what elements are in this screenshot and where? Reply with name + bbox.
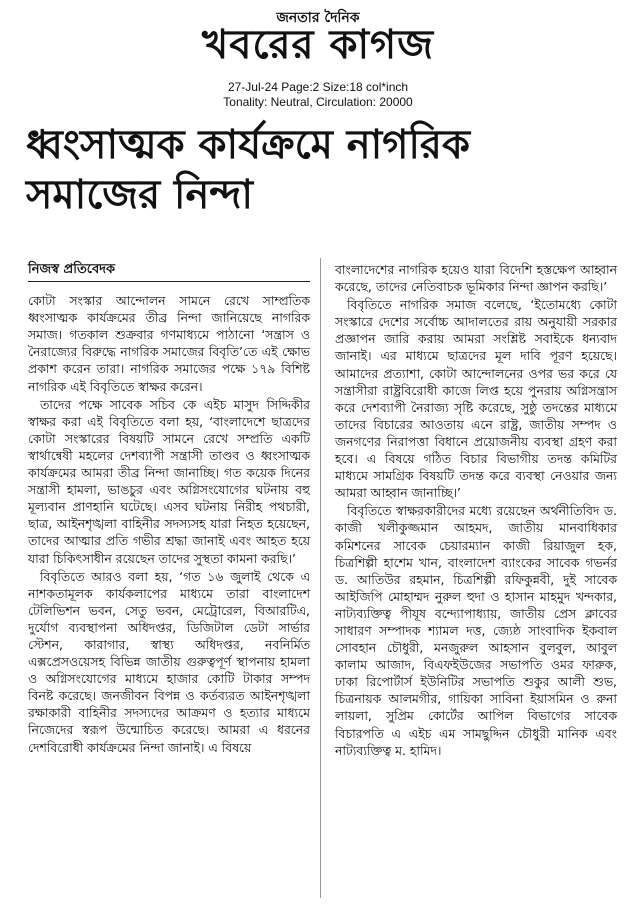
column-divider xyxy=(320,258,321,898)
paragraph: বিবৃতিতে আরও বলা হয়, ‘গত ১৬ জুলাই থেকে এ নাশকতামূলক কার্যকলাপের মাধ্যমে তারা বাংলাদেশ টেলিভিশন ভবন, সেতু ভবন, মেট্রোরেল, বিআরটিএ, দুর্যোগ ব্যবস্থাপনা অধিদপ্তর, ডিজিটাল ডেটা সার্ভার স্টেশন, কারাগার, স্বাস্থ্য অধিদপ্তর, নবনির্মিত এক্সপ্রেসওয়েসহ বিভিন্ন জাতীয় গুরুত্বপূর্ণ স্থাপনায় হামলা ও অগ্নিসংযোগের মাধ্যমে হাজার কোটি টাকার সম্পদ বিনষ্ট করেছে। জনজীবন বিপন্ন ও কর্তব্যরত আইনশৃঙ্খলা রক্ষাকারী বাহিনীর সদস্যদের আক্রমণ ও হত্যার মাধ্যমে নিজেদের স্বরূপ উন্মোচিত করেছে। আমরা এ ধরনের দেশবিরোধী কার্যক্রমের নিন্দা জানাই। এ বিষয়ে xyxy=(28,568,310,755)
paragraph: বাংলাদেশের নাগরিক হয়েও যারা বিদেশি হস্তক্ষেপ আহ্বান করেছে, তাদের নেতিবাচক ভূমিকার নিন্দা জ্ঞাপন করছি।’ xyxy=(335,262,617,295)
newspaper-name: খবরের কাগজ xyxy=(201,22,435,68)
clipping-meta-line2: Tonality: Neutral, Circulation: 20000 xyxy=(223,95,413,109)
masthead xyxy=(0,0,636,122)
byline: নিজস্ব প্রতিবেদক xyxy=(28,261,310,282)
paragraph: বিবৃতিতে নাগরিক সমাজ বলেছে, ‘ইতোমধ্যে কোটা সংস্কারে দেশের সর্বোচ্চ আদালতের রায় অনুযায়ী সরকার প্রজ্ঞাপন জারি করায় আমরা সংশ্লিষ্ট সবাইকে ধন্যবাদ জানাই। এর মাধ্যমে ছাত্রদের মূল দাবি পূরণ হয়েছে। আমাদের প্রত্যাশা, কোটা আন্দোলনের ওপর ভর করে যে সন্ত্রাসীরা রাষ্ট্রবিরোধী কাজে লিপ্ত হয়ে পুনরায় অগ্নিসন্ত্রাস করে দেশব্যাপী নৈরাজ্য সৃষ্টি করেছে, সুষ্ঠু তদন্তের মাধ্যমে তাদের বিচারের আওতায় এনে রাষ্ট্র, জাতীয় সম্পদ ও জনগণের নিরাপত্তা বিধানে প্রয়োজনীয় ব্যবস্থা গ্রহণ করা হবে। এ বিষয়ে গঠিত বিচার বিভাগীয় তদন্ত কমিটির মাধ্যমে সামগ্রিক বিষয়টি তদন্ত করে ব্যবস্থা নেওয়ার জন্য আমরা আহ্বান জানাচ্ছি।’ xyxy=(335,297,617,501)
paragraph: কোটা সংস্কার আন্দোলন সামনে রেখে সাম্প্রতিক ধ্বংসাত্মক কার্যক্রমের তীব্র নিন্দা জানিয়েছে নাগরিক সমাজ। গতকাল শুক্রবার গণমাধ্যমে পাঠানো ‘সন্ত্রাস ও নৈরাজ্যের বিরুদ্ধে নাগরিক সমাজের বিবৃতি’তে এই ক্ষোভ প্রকাশ করেন তারা। নাগরিক সমাজের পক্ষে ১৭৯ বিশিষ্ট নাগরিক এই বিবৃতিতে স্বাক্ষর করেন। xyxy=(28,293,310,394)
headline-line2: সমাজের নিন্দা xyxy=(26,172,254,218)
paragraph: তাদের পক্ষে সাবেক সচিব কে এইচ মাসুদ সিদ্দিকীর স্বাক্ষর করা এই বিবৃতিতে বলা হয়, ‘বাংলাদেশে ছাত্রদের কোটা সংস্কারের বিষয়টি সামনে রেখে সম্প্রতি একটি স্বার্থান্বেষী মহলের দেশব্যাপী সন্ত্রাসী তাণ্ডব ও ধ্বংসাত্মক কার্যক্রমের আমরা তীব্র নিন্দা জানাচ্ছি। গত কয়েক দিনের সন্ত্রাসী হামলা, ভাঙচুর এবং অগ্নিসংযোগের ঘটনায় বহু মূল্যবান প্রাণহানি ঘটেছে। এসব ঘটনায় নিরীহ পথচারী, ছাত্র, আইনশৃঙ্খলা বাহিনীর সদস্যসহ যারা নিহত হয়েছেন, তাদের আত্মার প্রতি গভীর শ্রদ্ধা জানাই এবং আহত হয়ে যারা চিকিৎসাধীন রয়েছেন তাদের সুস্থতা কামনা করছি।’ xyxy=(28,396,310,566)
newspaper-kicker: জনতার দৈনিক xyxy=(276,10,360,26)
article-column-left xyxy=(28,261,310,757)
clipping-meta xyxy=(0,80,636,110)
article-headline xyxy=(26,120,616,220)
headline-line1: ধ্বংসাত্মক কার্যক্রমে নাগরিক xyxy=(26,122,470,168)
article-column-right xyxy=(335,261,617,760)
clipping-meta-line1: 27-Jul-24 Page:2 Size:18 col*inch xyxy=(227,80,409,94)
paragraph: বিবৃতিতে স্বাক্ষরকারীদের মধ্যে রয়েছেন অর্থনীতিবিদ ড. কাজী খলীকুজ্জমান আহমদ, জাতীয় মানবাধিকার কমিশনের সাবেক চেয়ারম্যান কাজী রিয়াজুল হক, চিত্রশিল্পী হাশেম খান, বাংলাদেশ ব্যাংকের সাবেক গভর্নর ড. আতিউর রহমান, চিত্রশিল্পী রফিকুন্নবী, দুই সাবেক আইজিপি মোহাম্মদ নুরুল হুদা ও হাসান মাহমুদ খন্দকার, নাট্যব্যক্তিত্ব পীযূষ বন্দ্যোপাধ্যায়, জাতীয় প্রেস ক্লাবের সাধারণ সম্পাদক শ্যামল দত্ত, জ্যেষ্ঠ সাংবাদিক ইকবাল সোবহান চৌধুরী, মনজুরুল আহসান বুলবুল, আবুল কালাম আজাদ, বিএফইউজের সভাপতি ওমর ফারুক, ঢাকা রিপোর্টার্স ইউনিটির সভাপতি শুকুর আলী শুভ, চিত্রনায়ক আলমগীর, গায়িকা সাবিনা ইয়াসমিন ও রুনা লায়লা, সুপ্রিম কোর্টের আপিল বিভাগের সাবেক বিচারপতি এ এইচ এম সামছুদ্দিন চৌধুরী মানিক এবং নাট্যব্যক্তিত্ব ম. হামিদ। xyxy=(335,503,617,758)
